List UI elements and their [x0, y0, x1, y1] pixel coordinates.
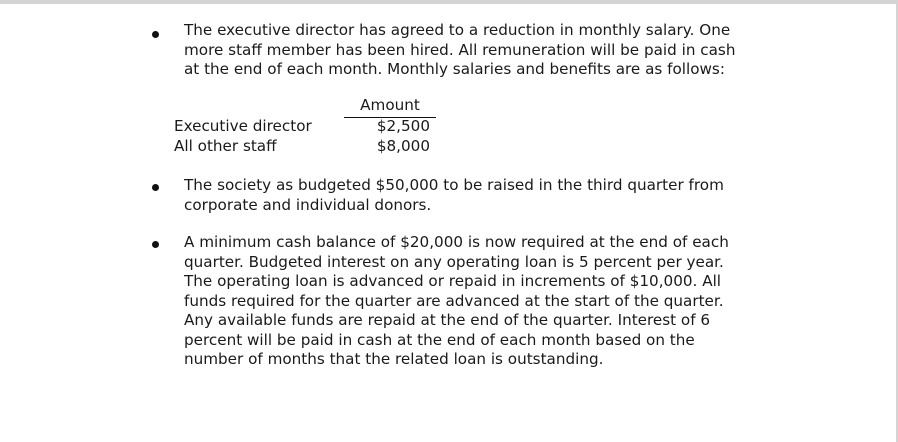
row-label: Executive director — [174, 117, 312, 135]
row-label: All other staff — [174, 137, 277, 155]
paragraph-line: The executive director has agreed to a reduction in monthly salary. One — [184, 21, 731, 39]
row-amount: $2,500 — [376, 117, 430, 135]
bullet-dot — [152, 184, 159, 191]
amount-column-header: Amount — [360, 96, 420, 114]
bullet-paragraph-donations — [184, 176, 784, 215]
bullet-dot — [152, 241, 159, 248]
paragraph-line: percent will be paid in cash at the end of each month based on the — [184, 330, 695, 349]
paragraph-line: The operating loan is advanced or repaid in increments of $10,000. All — [184, 272, 722, 290]
bullet-paragraph-salary — [184, 21, 784, 80]
row-amount: $8,000 — [376, 137, 430, 155]
paragraph-line: A minimum cash balance of $20,000 is now required at the end of each — [184, 233, 729, 251]
paragraph-line: number of months that the related loan is outstanding. — [184, 350, 604, 368]
paragraph-line: at the end of each month. Monthly salaries and benefits are as follows: — [184, 60, 725, 78]
paragraph-line: Any available funds are repaid at the end of the quarter. Interest of 6 — [184, 311, 711, 329]
paragraph-line: more staff member has been hired. All remuneration will be paid in cash — [184, 40, 736, 59]
bullet-dot — [152, 31, 159, 38]
paragraph-line: The society as budgeted $50,000 to be raised in the third quarter from — [184, 176, 724, 194]
paragraph-line: quarter. Budgeted interest on any operating loan is 5 percent per year. — [184, 252, 724, 271]
bullet-paragraph-loan — [184, 233, 784, 370]
paragraph-line: corporate and individual donors. — [184, 195, 432, 214]
paragraph-line: funds required for the quarter are advanced at the start of the quarter. — [184, 291, 724, 310]
